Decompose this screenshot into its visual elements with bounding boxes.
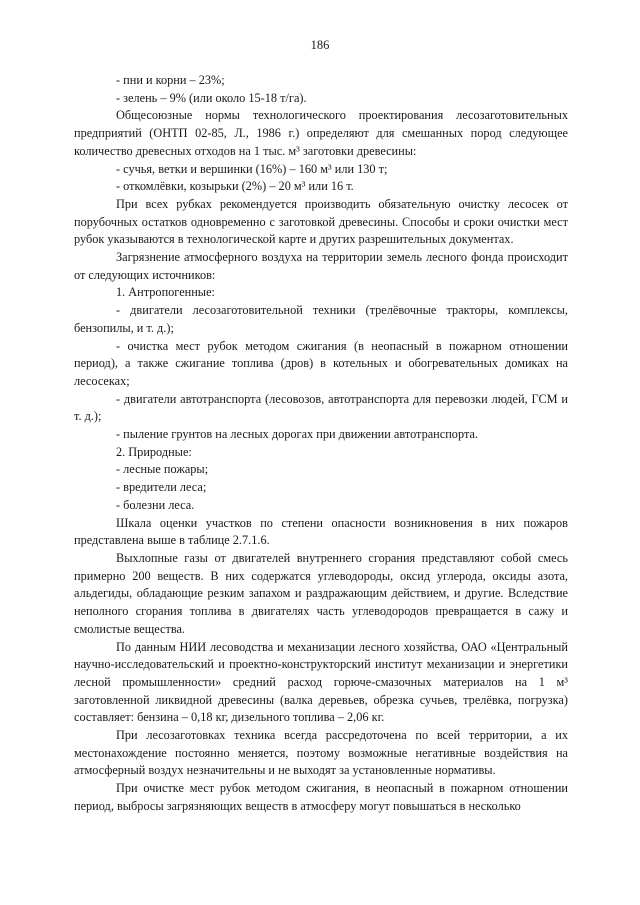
paragraph: - откомлёвки, козырьки (2%) – 20 м³ или 16 т. [116,179,354,194]
paragraph: Выхлопные газы от двигателей внутреннего сгорания представляют собой смесь примерно 200 веществ. В них содержатся углеводороды, оксид углерода, оксиды азота, альдегиды, обладающие резким запахом и раздражающим действием, и другие. Вследствие неполного сгорания топлива в двигателях часть углеводородов превращается в сажу и смолистые вещества. [74,550,568,636]
paragraph: - двигатели автотранспорта (лесовозов, автотранспорта для перевозки людей, ГСМ и т. д.); [74,391,568,424]
paragraph: - болезни леса. [116,497,195,512]
paragraph: - двигатели лесозаготовительной техники (трелёвочные тракторы, комплексы, бензопилы, и т. д.); [74,303,568,335]
page-number: 186 [310,38,330,52]
paragraph: - вредители леса; [116,480,207,495]
paragraph: 2. Природные: [116,444,192,459]
paragraph: - пыление грунтов на лесных дорогах при движении автотранспорта. [116,427,478,442]
paragraph: При очистке мест рубок методом сжигания, в неопасный в пожарном отношении период, выбросы загрязняющих веществ в атмосферу могут повышаться в несколько [74,781,568,813]
paragraph: - пни и корни – 23%; [116,73,225,87]
paragraph: - зелень – 9% (или около 15-18 т/га). [116,90,307,105]
paragraph: Загрязнение атмосферного воздуха на территории земель лесного фонда происходит от следующих источников: [74,250,568,282]
paragraph: Шкала оценки участков по степени опасности возникновения в них пожаров представлена выше в таблице 2.7.1.6. [74,515,568,548]
paragraph: По данным НИИ лесоводства и механизации лесного хозяйства, ОАО «Центральный научно-исследовательский и проектно-конструкторский институт механизации и энергетики лесной промышленности» средний расход горюче-смазочных материалов на 1 м³ заготовленной ликвидной древесины (валка деревьев, обрезка сучьев, трелёвка, погрузка) составляет: бензина – 0,18 кг, дизельного топлива – 2,06 кг. [74,639,568,725]
paragraph: Общесоюзные нормы технологического проектирования лесозаготовительных предприятий (ОНТП 02-85, Л., 1986 г.) определяют для смешанных пород следующее количество древесных отходов на 1 тыс. м³ заготовки древесины: [74,108,568,158]
paragraph: 1. Антропогенные: [116,285,215,300]
paragraph: - лесные пожары; [116,462,209,477]
paragraph: При лесозаготовках техника всегда рассредоточена по всей территории, а их местонахождение постоянно меняется, поэтому возможные негативные воздействия на атмосферный воздух незначительны и не выходят за установленные нормативы. [74,728,568,778]
paragraph: При всех рубках рекомендуется производить обязательную очистку лесосек от порубочных остатков одновременно с заготовкой древесины. Способы и сроки очистки мест рубок указываются в технологической карте и других разрешительных документах. [74,196,568,247]
document-body [74,72,568,816]
paragraph: - сучья, ветки и вершинки (16%) – 160 м³ или 130 т; [116,161,388,176]
paragraph: - очистка мест рубок методом сжигания (в неопасный в пожарном отношении период), а также сжигание топлива (дров) в котельных и обогревательных домиках на лесосеках; [74,338,568,388]
